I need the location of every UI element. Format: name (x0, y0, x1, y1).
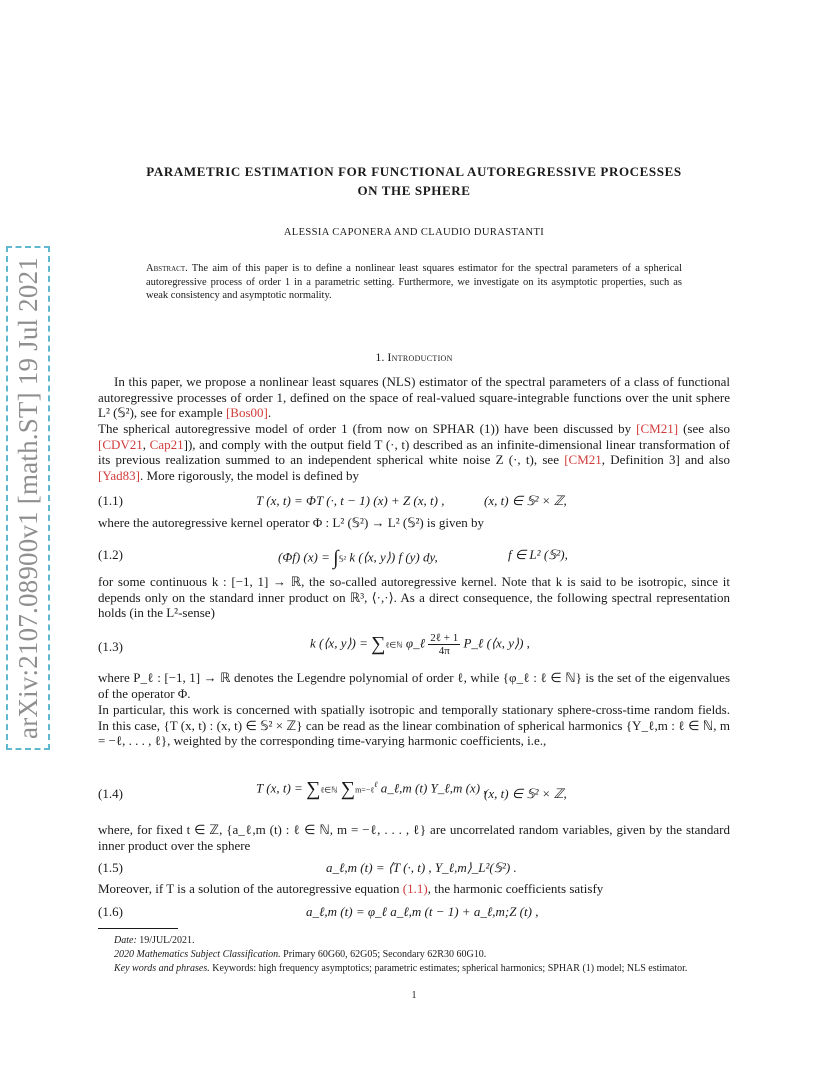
footnote-text: 19/JUL/2021. (139, 935, 195, 946)
paragraph-model (98, 421, 730, 483)
equation-1-5 (98, 860, 730, 880)
paragraph-text: . More rigorously, the model is defined by (140, 467, 360, 483)
paragraph-intro (98, 374, 730, 421)
equation-1-4 (98, 774, 730, 814)
sum-index: m=−ℓ (355, 785, 375, 795)
paragraph-text: . (267, 405, 272, 421)
abstract (146, 262, 682, 303)
equation-body (310, 632, 530, 657)
paragraph-kernel: for some continuous k : [−1, 1] → ℝ, the so-called autoregressive kernel. Note that k is said to be isotropic, since it depends only on the standard inner product on ℝ³, ⟨·,·⟩. As a direct consequence, the following spectral representation holds (in the L²-sense) (98, 574, 730, 621)
integral-domain: 𝕊² (338, 554, 347, 564)
harmonic-expansion: a_ℓ,m (t) Y_ℓ,m (x) , (380, 780, 487, 796)
footnote-text: Keywords: high frequency asymptotics; parametric estimates; spherical harmonics; SPHAR (1) model; NLS estimator. (212, 963, 688, 974)
footnote-msc (98, 948, 730, 961)
equation-number: (1.1) (98, 493, 123, 508)
equation-number: (1.5) (98, 860, 123, 875)
equation-lhs: T (x, t) = (256, 780, 307, 796)
footnote-label: Key words and phrases. (114, 963, 210, 974)
equation-number: (1.4) (98, 786, 123, 801)
integral-symbol: ∫ (333, 547, 339, 569)
equation-1-6 (98, 904, 730, 924)
citation-link[interactable]: [CM21] (636, 421, 679, 436)
paragraph-recursion (98, 881, 730, 897)
equation-body (278, 547, 438, 570)
equation-lhs: k (⟨x, y⟩) = (310, 635, 372, 651)
paragraph-text: , (142, 436, 150, 452)
citation-link[interactable]: Cap21 (149, 436, 184, 452)
paragraph-text: Moreover, if T is a solution of the autoregressive equation (98, 881, 403, 896)
equation-number: (1.6) (98, 904, 123, 919)
equation-body: T (x, t) = ΦT (·, t − 1) (x) + Z (x, t) , (256, 493, 445, 508)
sum-index: ℓ∈ℕ (385, 640, 403, 650)
citation-link[interactable]: [CM21 (564, 452, 602, 468)
paragraph-text: (see also (678, 421, 730, 436)
integrand: k (⟨x, y⟩) f (y) dy, (349, 549, 438, 565)
paragraph-text: ]), and comply with the output field T (·, t) described as an infinite-dimensional linear transformation of its previous realization summed to an independent spherical white noise Z (·, t), see (98, 436, 731, 468)
paragraph-text: In this paper, we propose a nonlinear least squares (NLS) estimator of the spectral parameters of a class of functional autoregressive processes of order 1, defined on the space of real-valued square-integrable functions over the unit sphere L² (𝕊²), see for example (98, 374, 730, 421)
paragraph-legendre: where P_ℓ : [−1, 1] → ℝ denotes the Legendre polynomial of order ℓ, while {φ_ℓ : ℓ ∈ ℕ} is the set of the eigenvalues of the operator Φ. (98, 670, 730, 701)
sum-symbol: ∑ (306, 778, 321, 800)
eigenvalue-symbol: φ_ℓ (405, 635, 425, 651)
paragraph-text: , the harmonic coefficients satisfy (427, 881, 604, 896)
equation-lhs: (Φf) (x) = (278, 549, 334, 565)
sum-symbol: ∑ (340, 778, 356, 800)
sum-index: ℓ∈ℕ (320, 785, 338, 795)
paragraph-isotropy: In particular, this work is concerned with spatially isotropic and temporally stationary sphere-cross-time random fields. In this case, {T (x, t) : (x, t) ∈ 𝕊² × ℤ} can be read as the linear combination of spherical harmonics {Y_ℓ,m : ℓ ∈ ℕ, m = −ℓ, . . . , ℓ}, weighted by the corresponding time-varying harmonic coefficients, i.e., (98, 702, 730, 749)
paper-authors: ALESSIA CAPONERA AND CLAUDIO DURASTANTI (283, 227, 545, 238)
equation-domain: (x, t) ∈ 𝕊² × ℤ, (484, 786, 567, 801)
section-number: 1. (375, 350, 385, 364)
legendre-term: P_ℓ (⟨x, y⟩) , (463, 635, 530, 651)
citation-link[interactable]: [CDV21 (98, 436, 143, 452)
equation-domain: f ∈ L² (𝕊²), (508, 547, 568, 562)
sum-upper-limit: ℓ (374, 780, 378, 790)
equation-reference-link[interactable]: (1.1) (402, 881, 428, 896)
paragraph-kernel-operator: where the autoregressive kernel operator Φ : L² (𝕊²) → L² (𝕊²) is given by (98, 515, 484, 530)
paper-title-line-2: ON THE SPHERE (357, 183, 471, 198)
fraction-denominator: 4π (438, 645, 450, 657)
paper-title-line-1: PARAMETRIC ESTIMATION FOR FUNCTIONAL AUTOREGRESSIVE PROCESSES (146, 164, 682, 179)
section-title: Introduction (387, 350, 453, 364)
footnote-label: 2020 Mathematics Subject Classification. (114, 949, 281, 960)
paragraph-text: , Definition 3] and also (601, 452, 730, 468)
equation-number: (1.3) (98, 639, 123, 654)
footnote-rule (98, 928, 178, 929)
footnote-date (98, 934, 730, 947)
fraction-numerator: 2ℓ + 1 (430, 632, 459, 644)
arxiv-identifier[interactable]: arXiv:2107.08900v1 [math.ST] 19 Jul 2021 (13, 257, 43, 739)
abstract-label: Abstract. (146, 263, 188, 274)
footnote-text: Primary 60G60, 62G05; Secondary 62R30 60G10. (283, 949, 487, 960)
equation-1-3 (98, 630, 730, 666)
page-number: 1 (411, 990, 417, 1001)
equation-number: (1.2) (98, 547, 123, 562)
equation-1-2 (98, 544, 730, 570)
footnote-keywords (98, 962, 730, 975)
equation-body: a_ℓ,m (t) = ⟨T (·, t) , Y_ℓ,m⟩_L²(𝕊²) . (326, 860, 517, 875)
paragraph-coefficients: where, for fixed t ∈ ℤ, {a_ℓ,m (t) : ℓ ∈ ℕ, m = −ℓ, . . . , ℓ} are uncorrelated random variables, given by the standard inner product over the sphere (98, 822, 730, 853)
paragraph-text: The spherical autoregressive model of order 1 (from now on SPHAR (1)) have been discussed by (98, 421, 637, 436)
equation-body (256, 778, 487, 801)
footnote-label: Date: (114, 935, 137, 946)
equation-domain: (x, t) ∈ 𝕊² × ℤ, (484, 493, 567, 508)
citation-link[interactable]: [Yad83] (98, 467, 141, 483)
equation-1-1 (98, 493, 730, 513)
equation-body: a_ℓ,m (t) = φ_ℓ a_ℓ,m (t − 1) + a_ℓ,m;Z (t) , (306, 904, 539, 919)
sum-symbol: ∑ (371, 633, 386, 655)
section-heading (98, 350, 730, 365)
fraction (428, 632, 460, 657)
citation-link[interactable]: [Bos00] (225, 405, 268, 421)
abstract-text: The aim of this paper is to define a nonlinear least squares estimator for the spectral parameters of a spherical autoregressive process of order 1 in a parametric setting. Furthermore, we investigate on its asymptotic properties, such as weak consistency and asymptotic normality. (146, 263, 683, 302)
